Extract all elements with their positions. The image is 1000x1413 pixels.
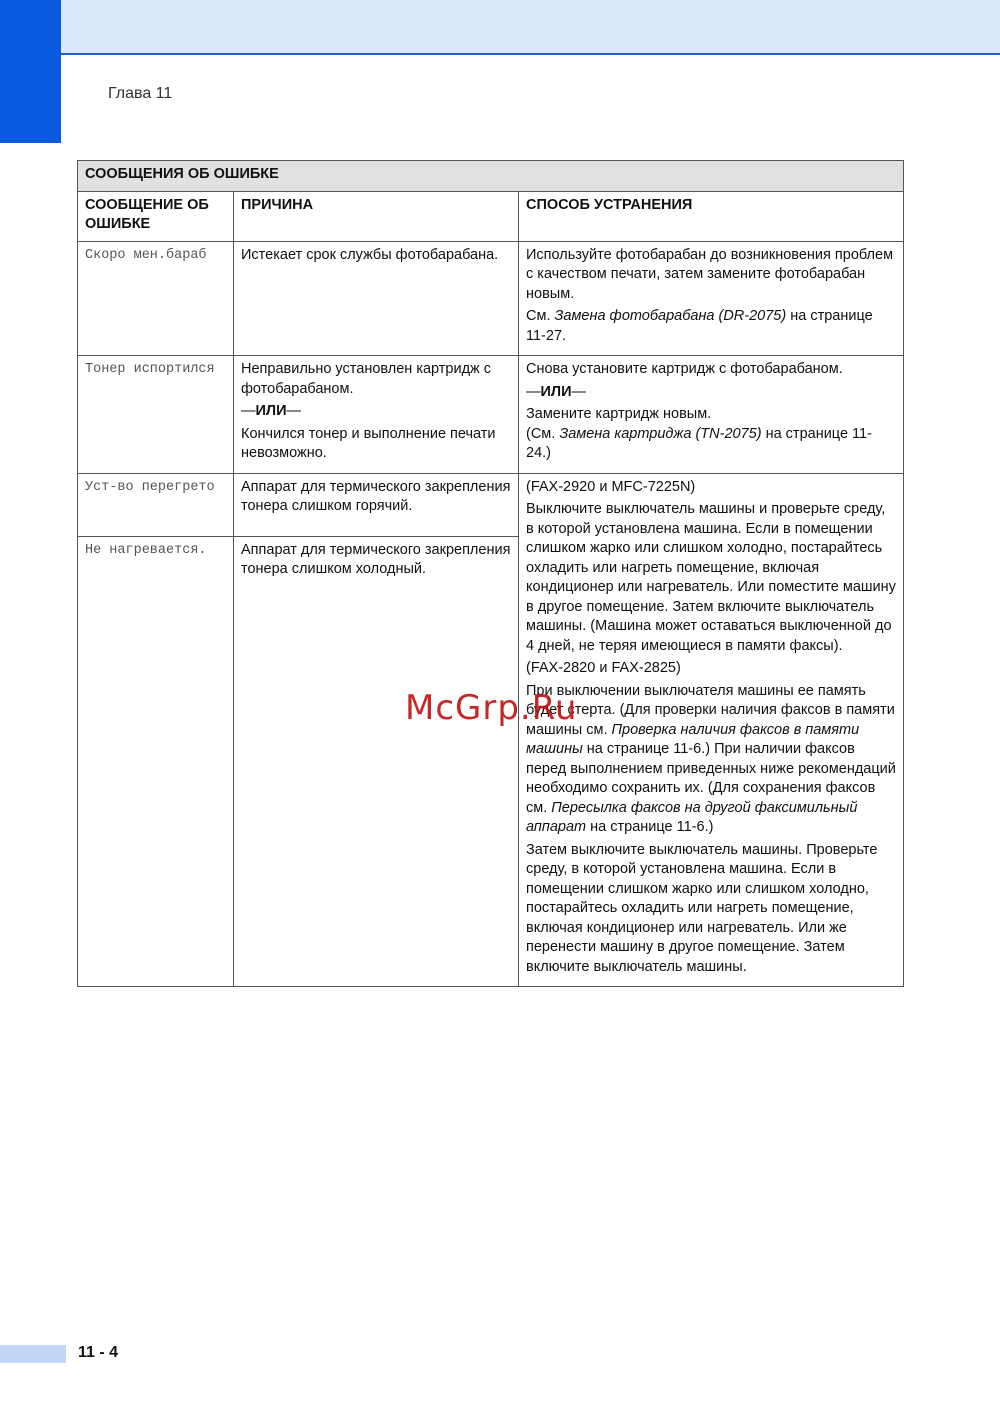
error-messages-table bbox=[77, 160, 904, 987]
page-number: 11 - 4 bbox=[78, 1344, 119, 1361]
or-separator: —ИЛИ— bbox=[526, 383, 587, 400]
remedy-cell bbox=[519, 473, 904, 987]
table-row bbox=[78, 241, 904, 356]
reference-link: Проверка наличия факсов в памяти машины bbox=[526, 721, 860, 757]
cause-cell: Аппарат для термического закрепления тонера слишком холодный. bbox=[234, 536, 519, 987]
column-header-row bbox=[78, 191, 904, 241]
remedy-text: Замените картридж новым. bbox=[526, 406, 712, 422]
column-header-remedy: СПОСОБ УСТРАНЕНИЯ bbox=[519, 191, 904, 241]
remedy-cell bbox=[519, 356, 904, 474]
watermark: McGrp.Ru bbox=[405, 688, 578, 728]
or-separator: —ИЛИ— bbox=[241, 403, 302, 419]
error-message-cell: Тонер испортился bbox=[78, 356, 234, 474]
chapter-label: Глава 11 bbox=[108, 85, 173, 102]
model-note: (FAX-2920 и MFC-7225N) bbox=[526, 478, 696, 495]
error-message-cell: Скоро мен.бараб bbox=[78, 241, 234, 356]
table-row bbox=[78, 473, 904, 536]
error-message-cell: Уст-во перегрето bbox=[78, 473, 234, 536]
remedy-reference: См. Замена фотобарабана (DR-2075) на странице 11-27. bbox=[526, 308, 873, 344]
table-row bbox=[78, 356, 904, 474]
header-band bbox=[0, 0, 1000, 55]
reference-link: Замена картриджа (TN-2075) bbox=[559, 425, 762, 442]
cause-text: Кончился тонер и выполнение печати невозможно. bbox=[241, 425, 496, 461]
table-title-row bbox=[78, 161, 904, 192]
cause-cell bbox=[234, 356, 519, 474]
cause-text: Неправильно установлен картридж с фотобарабаном. bbox=[241, 361, 492, 397]
column-header-message: СООБЩЕНИЕ ОБ ОШИБКЕ bbox=[78, 191, 234, 241]
chapter-tab bbox=[0, 0, 61, 143]
error-message-cell: Не нагревается. bbox=[78, 536, 234, 987]
footer-bar bbox=[0, 1345, 66, 1363]
cause-cell: Аппарат для термического закрепления тонера слишком горячий. bbox=[234, 473, 519, 536]
remedy-cell bbox=[519, 241, 904, 356]
model-note: (FAX-2820 и FAX-2825) bbox=[526, 660, 681, 676]
remedy-text: При выключении выключателя машины ее память будет стерта. (Для проверки наличия факсов в памяти машины см. Проверка наличия факсов в памяти машины на странице 11-6.) При наличии факсов перед выполнением приведенных ниже рекомендаций необходимо сохранить их. (Для сохранения факсов см. Пересылка факсов на другой факсимильный аппарат на странице 11-6.) bbox=[526, 682, 896, 835]
reference-link: Пересылка факсов на другой факсимильный аппарат bbox=[526, 799, 858, 835]
remedy-text: Используйте фотобарабан до возникновения проблем с качеством печати, затем замените фотобарабан новым. bbox=[526, 246, 894, 302]
remedy-text: Затем выключите выключатель машины. Проверьте среду, в которой установлена машина. Если в помещении слишком жарко или слишком холодно, постарайтесь охладить или нагреть помещение, включая кондиционер или нагреватель. Или же перенести машину в другое помещение. Затем включите выключатель машины. bbox=[526, 841, 878, 975]
reference-link: Замена фотобарабана (DR-2075) bbox=[554, 308, 787, 324]
table-title: СООБЩЕНИЯ ОБ ОШИБКЕ bbox=[78, 161, 904, 192]
remedy-reference: (См. Замена картриджа (TN-2075) на странице 11-24.) bbox=[526, 425, 872, 461]
remedy-text: Снова установите картридж с фотобарабаном. bbox=[526, 361, 843, 377]
cause-cell: Истекает срок службы фотобарабана. bbox=[234, 241, 519, 356]
remedy-text: Выключите выключатель машины и проверьте среду, в которой установлена машина. Если в помещении слишком жарко или слишком холодно, постарайтесь охладить или нагреть помещение, включая кондиционер или нагреватель. Или поместите машину в другое помещение. Затем включите выключатель машины. (Машина может оставаться выключенной до 4 дней, не теряя имеющиеся в памяти факсы). bbox=[526, 501, 896, 654]
column-header-cause: ПРИЧИНА bbox=[234, 191, 519, 241]
